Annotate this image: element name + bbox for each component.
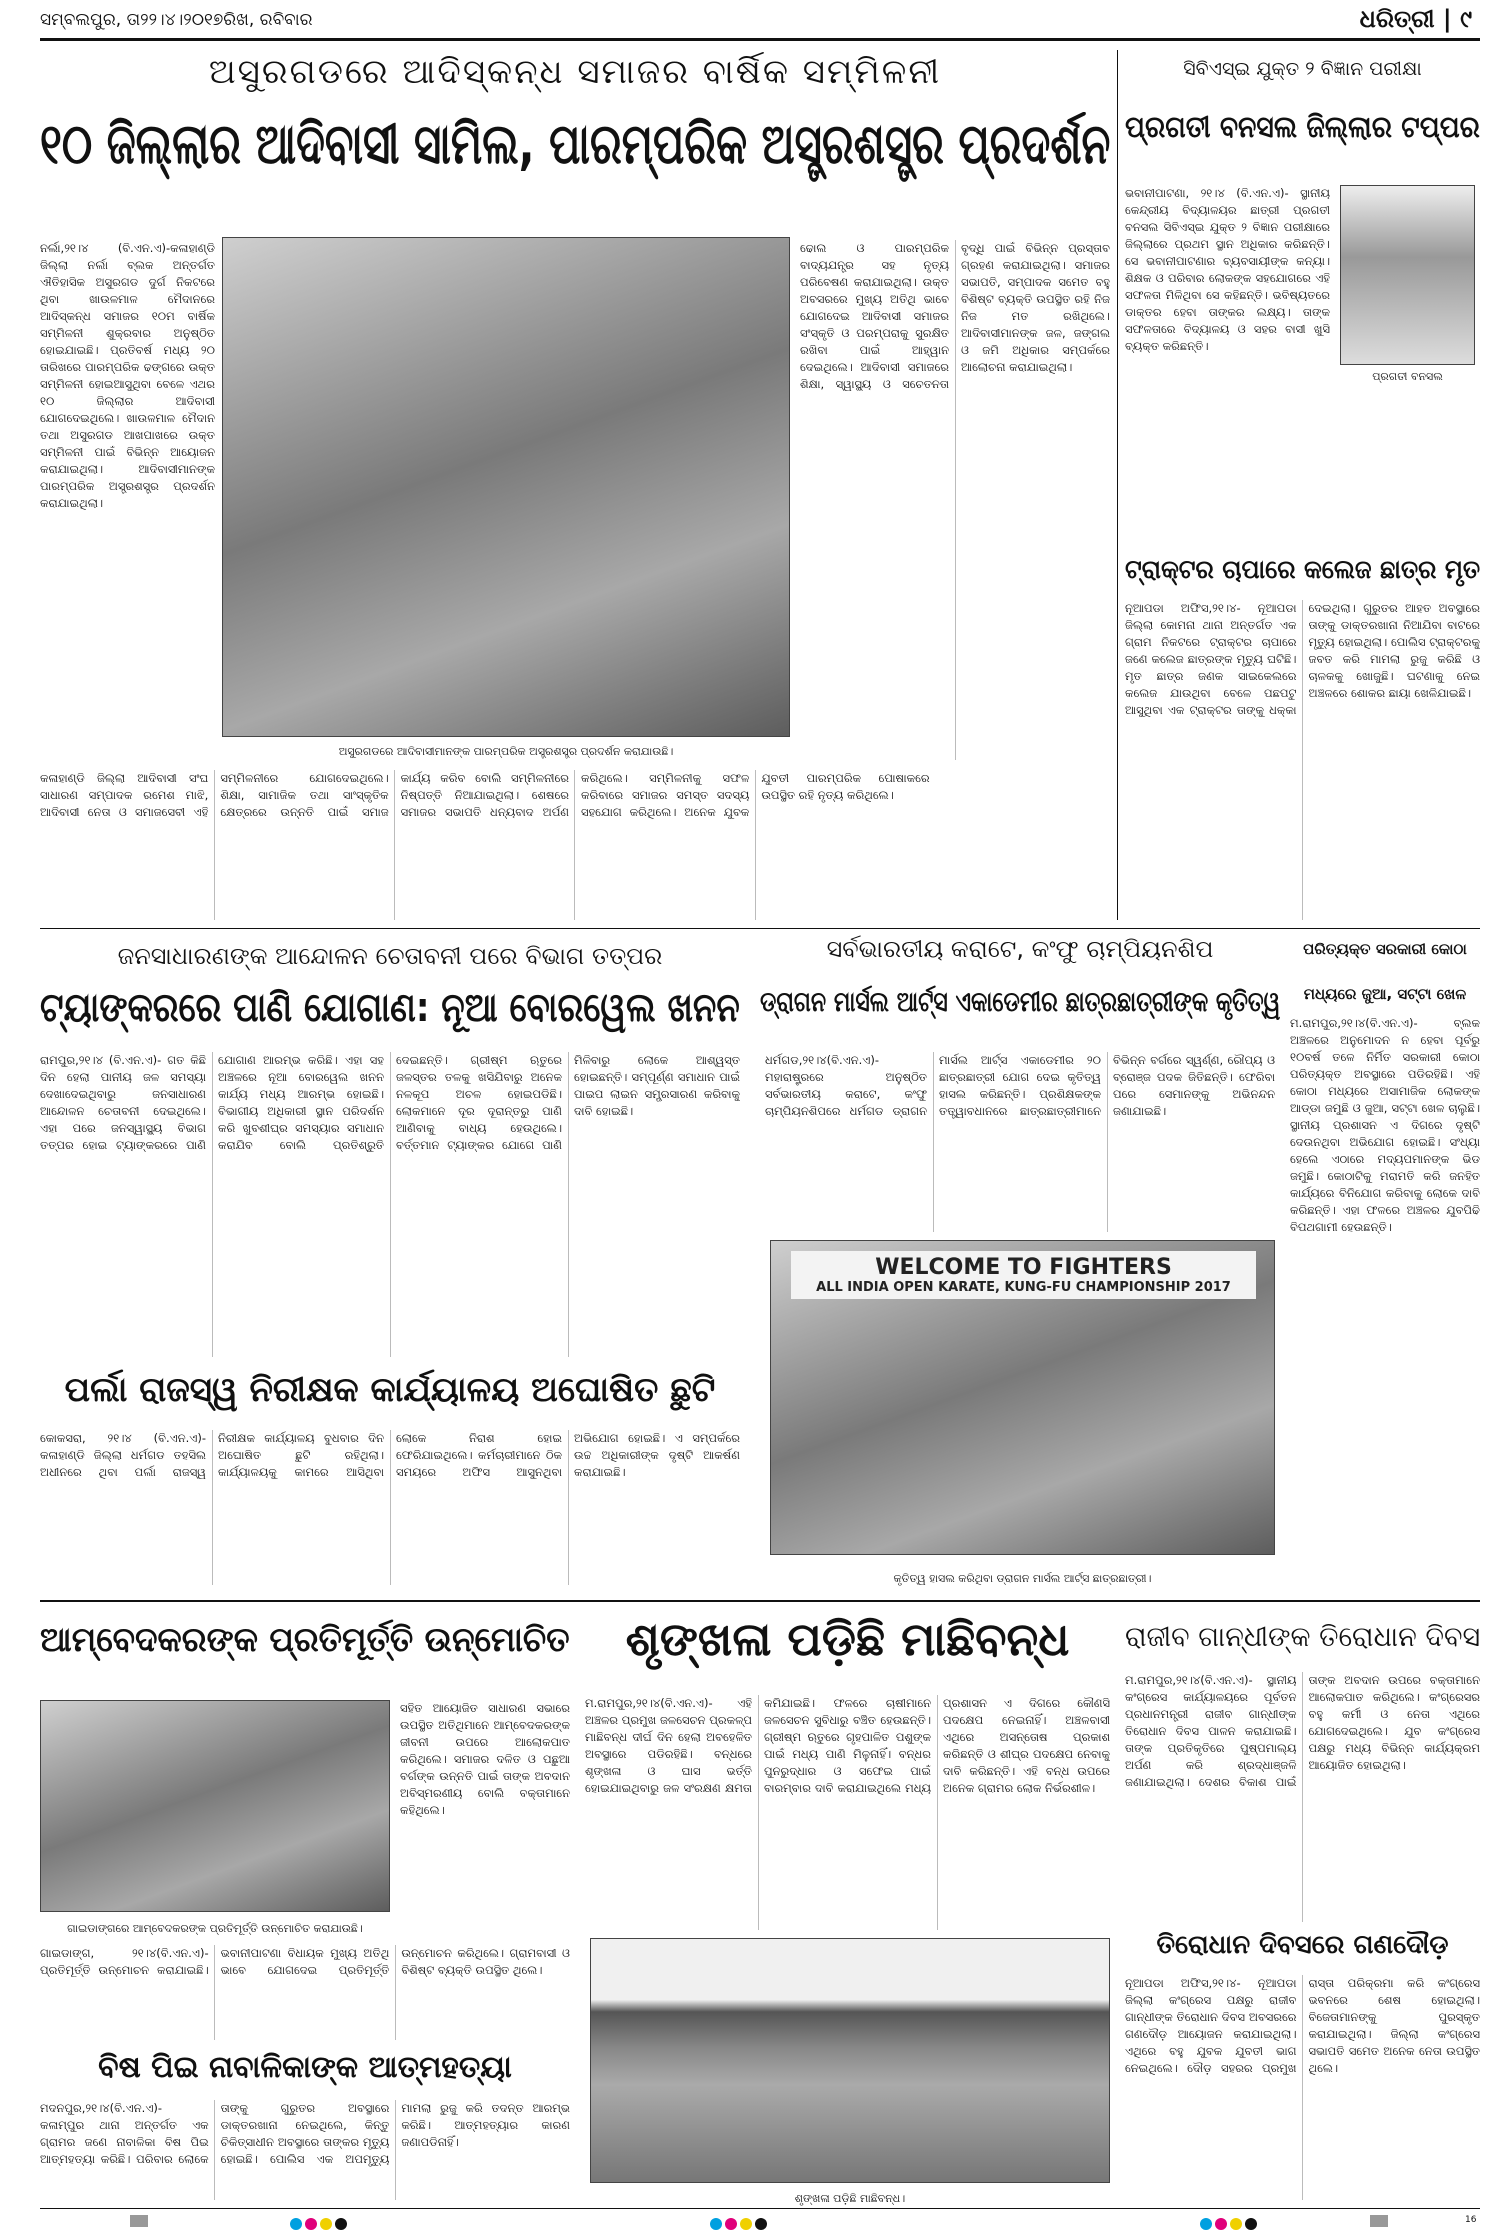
- machhibandh-body: ମ.ରାମପୁର,୨୧।୪(ବି.ଏନ.ଏ)- ଏହି ଅଞ୍ଚଳର ପ୍ରମୁଖ ଜଳସେଚନ ପ୍ରକଳ୍ପ ମାଛିବନ୍ଧ ଦୀର୍ଘ ଦିନ ହେଲା ଅବହେଳିତ ଅବସ୍ଥାରେ ପଡିରହିଛି। ବନ୍ଧରେ ଶୃଙ୍ଖଳା ଓ ଘାସ ଭର୍ତ୍ତି ହୋଇଯାଇଥିବାରୁ ଜଳ ସଂରକ୍ଷଣ କ୍ଷମତା କମିଯାଇଛି। ଫଳରେ ଚାଷୀମାନେ ଜଳସେଚନ ସୁବିଧାରୁ ବଞ୍ଚିତ ହେଉଛନ୍ତି। ଗ୍ରୀଷ୍ମ ଋତୁରେ ଗୃହପାଳିତ ପଶୁଙ୍କ ପାଇଁ ମଧ୍ୟ ପାଣି ମିଳୁନାହିଁ। ବନ୍ଧର ପୁନରୁଦ୍ଧାର ଓ ସଫେଇ ପାଇଁ ବାରମ୍ବାର ଦାବି କରାଯାଇଥିଲେ ମଧ୍ୟ ପ୍ରଶାସନ ଏ ଦିଗରେ କୌଣସି ପଦକ୍ଷେପ ନେଇନାହିଁ। ଅଞ୍ଚଳବାସୀ ଏଥିରେ ଅସନ୍ତୋଷ ପ୍ରକାଶ କରିଛନ୍ତି ଓ ଶୀଘ୍ର ପଦକ୍ଷେପ ନେବାକୁ ଦାବି କରିଛନ୍ତି। ଏହି ବନ୍ଧ ଉପରେ ଅନେକ ଗ୍ରାମର ଲୋକ ନିର୍ଭରଶୀଳ।: [585, 1696, 1110, 1795]
- karate-kicker: ସର୍ବଭାରତୀୟ କରାଟେ, କଂଫୁ ଚାମ୍ପିୟନଶିପ: [826, 935, 1214, 963]
- ambedkar-caption: ଗାଇଡାଙ୍ଗରେ ଆମ୍ବେଦକରଙ୍କ ପ୍ରତିମୂର୍ତ୍ତି ଉନ୍ମୋଚିତ କରାଯାଉଛି।: [67, 1922, 363, 1935]
- cbse-kicker: ସିବିଏସ୍ଇ ଯୁକ୍ତ ୨ ବିଜ୍ଞାନ ପରୀକ୍ଷା: [1183, 58, 1422, 80]
- lead-body-right: ଢୋଲ ଓ ପାରମ୍ପରିକ ବାଦ୍ୟଯନ୍ତ୍ର ସହ ନୃତ୍ୟ ପରିବେଷଣ କରାଯାଇଥିଲା। ଉକ୍ତ ଅବସରରେ ମୁଖ୍ୟ ଅତିଥି ଭାବେ ଯୋଗଦେଇ ଆଦିବାସୀ ସମାଜର ସଂସ୍କୃତି ଓ ପରମ୍ପରାକୁ ସୁରକ୍ଷିତ ରଖିବା ପାଇଁ ଆହ୍ୱାନ ଦେଇଥିଲେ। ଆଦିବାସୀ ସମାଜରେ ଶିକ୍ଷା, ସ୍ୱାସ୍ଥ୍ୟ ଓ ସଚେତନତା ବୃଦ୍ଧି ପାଇଁ ବିଭିନ୍ନ ପ୍ରସ୍ତାବ ଗ୍ରହଣ କରାଯାଇଥିଲା। ସମାଜର ସଭାପତି, ସମ୍ପାଦକ ସମେତ ବହୁ ବିଶିଷ୍ଟ ବ୍ୟକ୍ତି ଉପସ୍ଥିତ ରହି ନିଜ ନିଜ ମତ ରଖିଥିଲେ। ଆଦିବାସୀମାନଙ୍କ ଜଳ, ଜଙ୍ଗଲ ଓ ଜମି ଅଧିକାର ସମ୍ପର୍କରେ ଆଲୋଚନା କରାଯାଇଥିଲା।: [800, 241, 1110, 391]
- footer-rule: [40, 2208, 1480, 2209]
- karate-photo-students: [770, 1240, 1275, 1555]
- poison-body: ମଦନପୁର,୨୧।୪(ବି.ଏନ.ଏ)- କଳାମ୍ପୁର ଥାନା ଅନ୍ତର୍ଗତ ଏକ ଗ୍ରାମର ଜଣେ ନାବାଳିକା ବିଷ ପିଇ ଆତ୍ମହତ୍ୟା କରିଛି। ପରିବାର ଲୋକେ ତାଙ୍କୁ ଗୁରୁତର ଅବସ୍ଥାରେ ଡାକ୍ତରଖାନା ନେଇଥିଲେ, କିନ୍ତୁ ଚିକିତ୍ସାଧୀନ ଅବସ୍ଥାରେ ତାଙ୍କର ମୃତ୍ୟୁ ହୋଇଛି। ପୋଲିସ ଏକ ଅପମୃତ୍ୟୁ ମାମଲା ରୁଜୁ କରି ତଦନ୍ତ ଆରମ୍ଭ କରିଛି। ଆତ୍ମହତ୍ୟାର କାରଣ ଜଣାପଡିନାହିଁ।: [40, 2101, 570, 2166]
- lead-body-bottom: କଳାହାଣ୍ଡି ଜିଲ୍ଲା ଆଦିବାସୀ ସଂଘ ସାଧାରଣ ସମ୍ପାଦକ ରମେଶ ମାଝି, ଆଦିବାସୀ ନେତା ଓ ସମାଜସେବୀ ଏହି ସମ୍ମିଳନୀରେ ଯୋଗଦେଇଥିଲେ। ଶିକ୍ଷା, ସାମାଜିକ ତଥା ସାଂସ୍କୃତିକ କ୍ଷେତ୍ରରେ ଉନ୍ନତି ପାଇଁ ସମାଜ କାର୍ଯ୍ୟ କରିବ ବୋଲି ସମ୍ମିଳନୀରେ ନିଷ୍ପତ୍ତି ନିଆଯାଇଥିଲା। ଶେଷରେ ସମାଜର ସଭାପତି ଧନ୍ୟବାଦ ଅର୍ପଣ କରିଥିଲେ। ସମ୍ମିଳନୀକୁ ସଫଳ କରିବାରେ ସମାଜର ସମସ୍ତ ସଦସ୍ୟ ସହଯୋଗ କରିଥିଲେ। ଅନେକ ଯୁବକ ଯୁବତୀ ପାରମ୍ପରିକ ପୋଷାକରେ ଉପସ୍ଥିତ ରହି ନୃତ୍ୟ କରିଥିଲେ।: [40, 771, 930, 819]
- tractor-headline: ଟ୍ରାକ୍ଟର ଚାପାରେ କଲେଜ ଛାତ୍ର ମୃତ: [1125, 555, 1481, 585]
- rajiv-sub-headline: ତିରୋଧାନ ଦିବସରେ ଗଣଦୌଡ଼: [1156, 1930, 1449, 1960]
- poison-headline: ବିଷ ପିଇ ନାବାଳିକାଙ୍କ ଆତ୍ମହତ୍ୟା: [98, 2050, 512, 2085]
- machhibandh-caption: ଶୃଙ୍ଖଳା ପଡ଼ିଛି ମାଛିବନ୍ଧ।: [794, 2192, 906, 2205]
- rajiv-headline: ରାଜୀବ ଗାନ୍ଧୀଙ୍କ ତିରୋଧାନ ଦିବସ: [1125, 1620, 1481, 1653]
- parla-body: କୋକସରା, ୨୧।୪ (ବି.ଏନ.ଏ)- କଳାହାଣ୍ଡି ଜିଲ୍ଲା ଧର୍ମଗଡ ତହସିଲ ଅଧୀନରେ ଥିବା ପର୍ଲା ରାଜସ୍ୱ ନିରୀକ୍ଷକ କାର୍ଯ୍ୟାଳୟ ବୁଧବାର ଦିନ ଅଘୋଷିତ ଛୁଟି ରହିଥିଲା। କାର୍ଯ୍ୟାଳୟକୁ କାମରେ ଆସିଥିବା ଲୋକେ ନିରାଶ ହୋଇ ଫେରିଯାଇଥିଲେ। କର୍ମଚାରୀମାନେ ଠିକ ସମୟରେ ଅଫିସ ଆସୁନଥିବା ଅଭିଯୋଗ ହୋଇଛି। ଏ ସମ୍ପର୍କରେ ଉଚ୍ଚ ଅଧିକାରୀଙ୍କ ଦୃଷ୍ଟି ଆକର୍ଷଣ କରାଯାଇଛି।: [40, 1431, 740, 1479]
- masthead-paper-page: ଧରିତ୍ରୀ | ୯: [1359, 5, 1472, 33]
- color-dots-left: [290, 2215, 350, 2234]
- cbse-headline: ପ୍ରଗତୀ ବନସଲ ଜିଲ୍ଲାର ଟପ୍ପର: [1125, 110, 1480, 145]
- lead-kicker: ଅସୁରଗଡରେ ଆଦିସ୍କନ୍ଧ ସମାଜର ବାର୍ଷିକ ସମ୍ମିଳନୀ: [208, 52, 942, 92]
- rajiv-sub-body: ନୂଆପଡା ଅଫିସ,୨୧।୪- ନୂଆପଡା ଜିଲ୍ଲା କଂଗ୍ରେସ ପକ୍ଷରୁ ରାଜୀବ ଗାନ୍ଧୀଙ୍କ ତିରୋଧାନ ଦିବସ ଅବସରରେ ଗଣଦୌଡ଼ ଆୟୋଜନ କରାଯାଇଥିଲା। ଏଥିରେ ବହୁ ଯୁବକ ଯୁବତୀ ଭାଗ ନେଇଥିଲେ। ଦୌଡ଼ ସହରର ପ୍ରମୁଖ ରାସ୍ତା ପରିକ୍ରମା କରି କଂଗ୍ରେସ ଭବନରେ ଶେଷ ହୋଇଥିଲା। ବିଜେତାମାନଙ୍କୁ ପୁରସ୍କୃତ କରାଯାଇଥିଲା। ଜିଲ୍ଲା କଂଗ୍ରେସ ସଭାପତି ସମେତ ଅନେକ ନେତା ଉପସ୍ଥିତ ଥିଲେ।: [1125, 1976, 1480, 2075]
- banner-line1: WELCOME TO FIGHTERS: [875, 1255, 1172, 1280]
- dateline: ସମ୍ବଲପୁର, ତା୨୨।୪।୨୦୧୭ରିଖ, ରବିବାର: [40, 10, 313, 30]
- machhibandh-photo: [590, 1938, 1110, 2183]
- ambedkar-body-side: ସହିତ ଆୟୋଜିତ ସାଧାରଣ ସଭାରେ ଉପସ୍ଥିତ ଅତିଥିମାନେ ଆମ୍ବେଦକରଙ୍କ ଜୀବନୀ ଉପରେ ଆଲୋକପାତ କରିଥିଲେ। ସମାଜର ଦଳିତ ଓ ପଛୁଆ ବର୍ଗଙ୍କ ଉନ୍ନତି ପାଇଁ ତାଙ୍କ ଅବଦାନ ଅବିସ୍ମରଣୀୟ ବୋଲି ବକ୍ତାମାନେ କହିଥିଲେ।: [400, 1701, 570, 1817]
- cbse-photo-pragati: [1340, 185, 1475, 365]
- color-dots-center: [710, 2215, 770, 2234]
- lead-headline: ୧୦ ଜିଲ୍ଲାର ଆଦିବାସୀ ସାମିଲ, ପାରମ୍ପରିକ ଅସ୍ତ୍ରଶସ୍ତ୍ର ପ୍ରଦର୍ଶନ: [40, 112, 1111, 177]
- section-rule: [40, 1600, 1480, 1602]
- print-registration-marks: [0, 2215, 1500, 2231]
- lead-photo-tribal-procession: [222, 237, 790, 737]
- cbse-caption: ପ୍ରଗତୀ ବନସଲ: [1372, 370, 1443, 383]
- column-divider: [1117, 50, 1118, 920]
- gambling-body: ମ.ରାମପୁର,୨୧।୪(ବି.ଏନ.ଏ)- ବ୍ଲକ ଅଞ୍ଚଳରେ ଅନୁମୋଦନ ନ ହେବା ପୂର୍ବରୁ ୧୦ବର୍ଷ ତଳେ ନିର୍ମିତ ସରକାରୀ କୋଠା ପରିତ୍ୟକ୍ତ ଅବସ୍ଥାରେ ପଡିରହିଛି। ଏହି କୋଠା ମଧ୍ୟରେ ଅସାମାଜିକ ଲୋକଙ୍କ ଆଡ୍ଡା ଜମୁଛି ଓ ଜୁଆ, ସଟ୍ଟା ଖେଳ ଚାଲୁଛି। ସ୍ଥାନୀୟ ପ୍ରଶାସନ ଏ ଦିଗରେ ଦୃଷ୍ଟି ଦେଉନଥିବା ଅଭିଯୋଗ ହୋଇଛି। ସଂଧ୍ୟା ହେଲେ ଏଠାରେ ମଦ୍ୟପମାନଙ୍କ ଭିଡ ଜମୁଛି। କୋଠାଟିକୁ ମରାମତି କରି ଜନହିତ କାର୍ଯ୍ୟରେ ବିନିଯୋଗ କରିବାକୁ ଲୋକେ ଦାବି କରିଛନ୍ତି। ଏହା ଫଳରେ ଅଞ୍ଚଳର ଯୁବପିଢି ବିପଥଗାମୀ ହେଉଛନ୍ତି।: [1290, 1016, 1480, 1234]
- paper-name: ଧରିତ୍ରୀ: [1359, 5, 1435, 33]
- registration-bar: [1370, 2215, 1388, 2227]
- karate-banner: [791, 1251, 1256, 1299]
- section-rule: [40, 928, 1480, 929]
- masthead-rule: [40, 38, 1480, 41]
- machhibandh-headline: ଶୃଙ୍ଖଳା ପଡ଼ିଛି ମାଛିବନ୍ଧ: [625, 1612, 1070, 1666]
- ambedkar-headline: ଆମ୍ବେଦକରଙ୍କ ପ୍ରତିମୂର୍ତ୍ତି ଉନ୍ମୋଚିତ: [40, 1620, 570, 1660]
- tanker-body: ରାମପୁର,୨୧।୪ (ବି.ଏନ.ଏ)- ଗତ କିଛି ଦିନ ହେଲା ପାନୀୟ ଜଳ ସମସ୍ୟା ଦେଖାଦେଇଥିବାରୁ ଜନସାଧାରଣ ଆନ୍ଦୋଳନ ଚେତାବନୀ ଦେଇଥିଲେ। ଏହା ପରେ ଜନସ୍ୱାସ୍ଥ୍ୟ ବିଭାଗ ତତ୍ପର ହୋଇ ଟ୍ୟାଙ୍କରରେ ପାଣି ଯୋଗାଣ ଆରମ୍ଭ କରିଛି। ଏହା ସହ ଅଞ୍ଚଳରେ ନୂଆ ବୋରୱେଲ ଖନନ କାର୍ଯ୍ୟ ମଧ୍ୟ ଆରମ୍ଭ ହୋଇଛି। ବିଭାଗୀୟ ଅଧିକାରୀ ସ୍ଥାନ ପରିଦର୍ଶନ କରି ଖୁବଶୀଘ୍ର ସମସ୍ୟାର ସମାଧାନ କରାଯିବ ବୋଲି ପ୍ରତିଶ୍ରୁତି ଦେଇଛନ୍ତି। ଗ୍ରୀଷ୍ମ ଋତୁରେ ଜଳସ୍ତର ତଳକୁ ଖସିଯିବାରୁ ଅନେକ ନଳକୂପ ଅଚଳ ହୋଇପଡିଛି। ଲୋକମାନେ ଦୂର ଦୂରାନ୍ତରୁ ପାଣି ଆଣିବାକୁ ବାଧ୍ୟ ହେଉଥିଲେ। ବର୍ତ୍ତମାନ ଟ୍ୟାଙ୍କର ଯୋଗେ ପାଣି ମିଳିବାରୁ ଲୋକେ ଆଶ୍ୱସ୍ତ ହୋଇଛନ୍ତି। ସମ୍ପୂର୍ଣ୍ଣ ସମାଧାନ ପାଇଁ ପାଇପ ଲାଇନ ସମ୍ପ୍ରସାରଣ କରିବାକୁ ଦାବି ହୋଇଛି।: [40, 1053, 740, 1152]
- banner-line2: ALL INDIA OPEN KARATE, KUNG-FU CHAMPIONSHIP 2017: [816, 1280, 1231, 1295]
- rajiv-body: ମ.ରାମପୁର,୨୧।୪(ବି.ଏନ.ଏ)- ସ୍ଥାନୀୟ କଂଗ୍ରେସ କାର୍ଯ୍ୟାଳୟରେ ପୂର୍ବତନ ପ୍ରଧାନମନ୍ତ୍ରୀ ରାଜୀବ ଗାନ୍ଧୀଙ୍କ ତିରୋଧାନ ଦିବସ ପାଳନ କରାଯାଇଛି। ତାଙ୍କ ପ୍ରତିକୃତିରେ ପୁଷ୍ପମାଲ୍ୟ ଅର୍ପଣ କରି ଶ୍ରଦ୍ଧାଞ୍ଜଳି ଜଣାଯାଇଥିଲା। ଦେଶର ବିକାଶ ପାଇଁ ତାଙ୍କ ଅବଦାନ ଉପରେ ବକ୍ତାମାନେ ଆଲୋକପାତ କରିଥିଲେ। କଂଗ୍ରେସର ବହୁ କର୍ମୀ ଓ ନେତା ଏଥିରେ ଯୋଗଦେଇଥିଲେ। ଯୁବ କଂଗ୍ରେସ ପକ୍ଷରୁ ମଧ୍ୟ ବିଭିନ୍ନ କାର୍ଯ୍ୟକ୍ରମ ଆୟୋଜିତ ହୋଇଥିଲା।: [1125, 1673, 1480, 1789]
- footer-page-number: 16: [1465, 2215, 1477, 2225]
- tractor-body: ନୂଆପଡା ଅଫିସ,୨୧।୪- ନୂଆପଡା ଜିଲ୍ଲା କୋମନା ଥାନା ଅନ୍ତର୍ଗତ ଏକ ଗ୍ରାମ ନିକଟରେ ଟ୍ରାକ୍ଟର ଚାପାରେ ଜଣେ କଲେଜ ଛାତ୍ରଙ୍କ ମୃତ୍ୟୁ ଘଟିଛି। ମୃତ ଛାତ୍ର ଜଣକ ସାଇକେଲରେ କଲେଜ ଯାଉଥିବା ବେଳେ ପଛପଟୁ ଆସୁଥିବା ଏକ ଟ୍ରାକ୍ଟର ତାଙ୍କୁ ଧକ୍କା ଦେଇଥିଲା। ଗୁରୁତର ଆହତ ଅବସ୍ଥାରେ ତାଙ୍କୁ ଡାକ୍ତରଖାନା ନିଆଯିବା ବାଟରେ ମୃତ୍ୟୁ ହୋଇଥିଲା। ପୋଲିସ ଟ୍ରାକ୍ଟରକୁ ଜବତ କରି ମାମଲା ରୁଜୁ କରିଛି ଓ ଚାଳକକୁ ଖୋଜୁଛି। ଘଟଣାକୁ ନେଇ ଅଞ୍ଚଳରେ ଶୋକର ଛାୟା ଖେଳିଯାଇଛି।: [1125, 601, 1480, 717]
- lead-caption: ଅସୁରଗଡରେ ଆଦିବାସୀମାନଙ୍କ ପାରମ୍ପରିକ ଅସ୍ତ୍ରଶସ୍ତ୍ର ପ୍ରଦର୍ଶନ କରାଯାଉଛି।: [338, 745, 674, 758]
- tanker-kicker: ଜନସାଧାରଣଙ୍କ ଆନ୍ଦୋଳନ ଚେତାବନୀ ପରେ ବିଭାଗ ତତ୍ପର: [117, 942, 663, 970]
- karate-body: ଧର୍ମଗଡ,୨୧।୪(ବି.ଏନ.ଏ)- ମହାରାଷ୍ଟ୍ରରେ ଅନୁଷ୍ଠିତ ସର୍ବଭାରତୀୟ କରାଟେ, କଂଫୁ ଚାମ୍ପିୟନଶିପରେ ଧର୍ମଗଡ ଡ୍ରାଗନ ମାର୍ସଲ ଆର୍ଟ୍ସ ଏକାଡେମୀର ୨୦ ଛାତ୍ରଛାତ୍ରୀ ଯୋଗ ଦେଇ କୃତିତ୍ୱ ହାସଲ କରିଛନ୍ତି। ପ୍ରଶିକ୍ଷକଙ୍କ ତତ୍ତ୍ୱାବଧାନରେ ଛାତ୍ରଛାତ୍ରୀମାନେ ବିଭିନ୍ନ ବର୍ଗରେ ସ୍ୱର୍ଣ୍ଣ, ରୌପ୍ୟ ଓ ବ୍ରୋଞ୍ଜ ପଦକ ଜିତିଛନ୍ତି। ଫେରିବା ପରେ ସେମାନଙ୍କୁ ଅଭିନନ୍ଦନ ଜଣାଯାଇଛି।: [765, 1053, 1275, 1118]
- cbse-body: ଭବାନୀପାଟଣା, ୨୧।୪ (ବି.ଏନ.ଏ)- ସ୍ଥାନୀୟ କେନ୍ଦ୍ରୀୟ ବିଦ୍ୟାଳୟର ଛାତ୍ରୀ ପ୍ରଗତୀ ବନସଲ ସିବିଏସ୍ଇ ଯୁକ୍ତ ୨ ବିଜ୍ଞାନ ପରୀକ୍ଷାରେ ଜିଲ୍ଲାରେ ପ୍ରଥମ ସ୍ଥାନ ଅଧିକାର କରିଛନ୍ତି। ସେ ଭବାନୀପାଟଣାର ବ୍ୟବସାୟୀଙ୍କ କନ୍ୟା। ଶିକ୍ଷକ ଓ ପରିବାର ଲୋକଙ୍କ ସହଯୋଗରେ ଏହି ସଫଳତା ମିଳିଥିବା ସେ କହିଛନ୍ତି। ଭବିଷ୍ୟତରେ ଡାକ୍ତର ହେବା ତାଙ୍କର ଲକ୍ଷ୍ୟ। ତାଙ୍କ ସଫଳତାରେ ବିଦ୍ୟାଳୟ ଓ ସହର ବାସୀ ଖୁସି ବ୍ୟକ୍ତ କରିଛନ୍ତି।: [1125, 186, 1330, 353]
- gambling-headline: ମଧ୍ୟରେ ଜୁଆ, ସଟ୍ଟା ଖେଳ: [1303, 985, 1467, 1003]
- ambedkar-body: ଗାଇଡାଙ୍ଗ, ୨୧।୪(ବି.ଏନ.ଏ)- ପ୍ରତିମୂର୍ତ୍ତି ଉନ୍ମୋଚନ କରାଯାଇଛି। ଭବାନୀପାଟଣା ବିଧାୟକ ମୁଖ୍ୟ ଅତିଥି ଭାବେ ଯୋଗଦେଇ ପ୍ରତିମୂର୍ତ୍ତି ଉନ୍ମୋଚନ କରିଥିଲେ। ଗ୍ରାମବାସୀ ଓ ବିଶିଷ୍ଟ ବ୍ୟକ୍ତି ଉପସ୍ଥିତ ଥିଲେ।: [40, 1946, 570, 1977]
- lead-body-left: ନର୍ଲା,୨୧।୪ (ବି.ଏନ.ଏ)-କଳାହାଣ୍ଡି ଜିଲ୍ଲା ନର୍ଲା ବ୍ଲକ ଅନ୍ତର୍ଗତ ଐତିହାସିକ ଅସୁରଗଡ ଦୁର୍ଗ ନିକଟରେ ଥିବା ଖାଉଳମାଳ ମୈଦାନରେ ଆଦିସ୍କନ୍ଧ ସମାଜର ୧୦ମ ବାର୍ଷିକ ସମ୍ମିଳନୀ ଶୁକ୍ରବାର ଅନୁଷ୍ଠିତ ହୋଇଯାଇଛି। ପ୍ରତିବର୍ଷ ମଧ୍ୟ ୨୦ ତାରିଖରେ ପାରମ୍ପରିକ ଢଙ୍ଗରେ ଉକ୍ତ ସମ୍ମିଳନୀ ହୋଇଆସୁଥିବା ବେଳେ ଏଥର ୧୦ ଜିଲ୍ଲାର ଆଦିବାସୀ ଯୋଗଦେଇଥିଲେ। ଖାଉଳମାଳ ମୈଦାନ ତଥା ଅସୁରଗଡ ଆଖପାଖରେ ଉକ୍ତ ସମ୍ମିଳନୀ ପାଇଁ ବିଭିନ୍ନ ଆୟୋଜନ କରାଯାଇଥିଲା। ଆଦିବାସୀମାନଙ୍କ ପାରମ୍ପରିକ ଅସ୍ତ୍ରଶସ୍ତ୍ର ପ୍ରଦର୍ଶନ କରାଯାଇଥିଲା।: [40, 241, 215, 510]
- karate-headline: ଡ୍ରାଗନ ମାର୍ସଲ ଆର୍ଟ୍ସ ଏକାଡେମୀର ଛାତ୍ରଛାତ୍ରୀଙ୍କ କୃତିତ୍ୱ: [760, 985, 1281, 1018]
- parla-headline: ପର୍ଲା ରାଜସ୍ୱ ନିରୀକ୍ଷକ କାର୍ଯ୍ୟାଳୟ ଅଘୋଷିତ ଛୁଟି: [64, 1370, 716, 1410]
- karate-caption: କୃତିତ୍ୱ ହାସଲ କରିଥିବା ଡ୍ରାଗନ ମାର୍ସଲ ଆର୍ଟ୍ସ ଛାତ୍ରଛାତ୍ରୀ।: [893, 1572, 1152, 1585]
- ambedkar-photo: [40, 1700, 390, 1912]
- registration-bar: [130, 2215, 148, 2227]
- tanker-headline: ଟ୍ୟାଙ୍କରରେ ପାଣି ଯୋଗାଣ: ନୂଆ ବୋରୱେଲ ଖନନ: [40, 985, 740, 1031]
- page-number: ୯: [1460, 5, 1472, 33]
- gambling-kicker: ପରିତ୍ୟକ୍ତ ସରକାରୀ କୋଠା: [1303, 940, 1467, 958]
- color-dots-right: [1200, 2215, 1260, 2234]
